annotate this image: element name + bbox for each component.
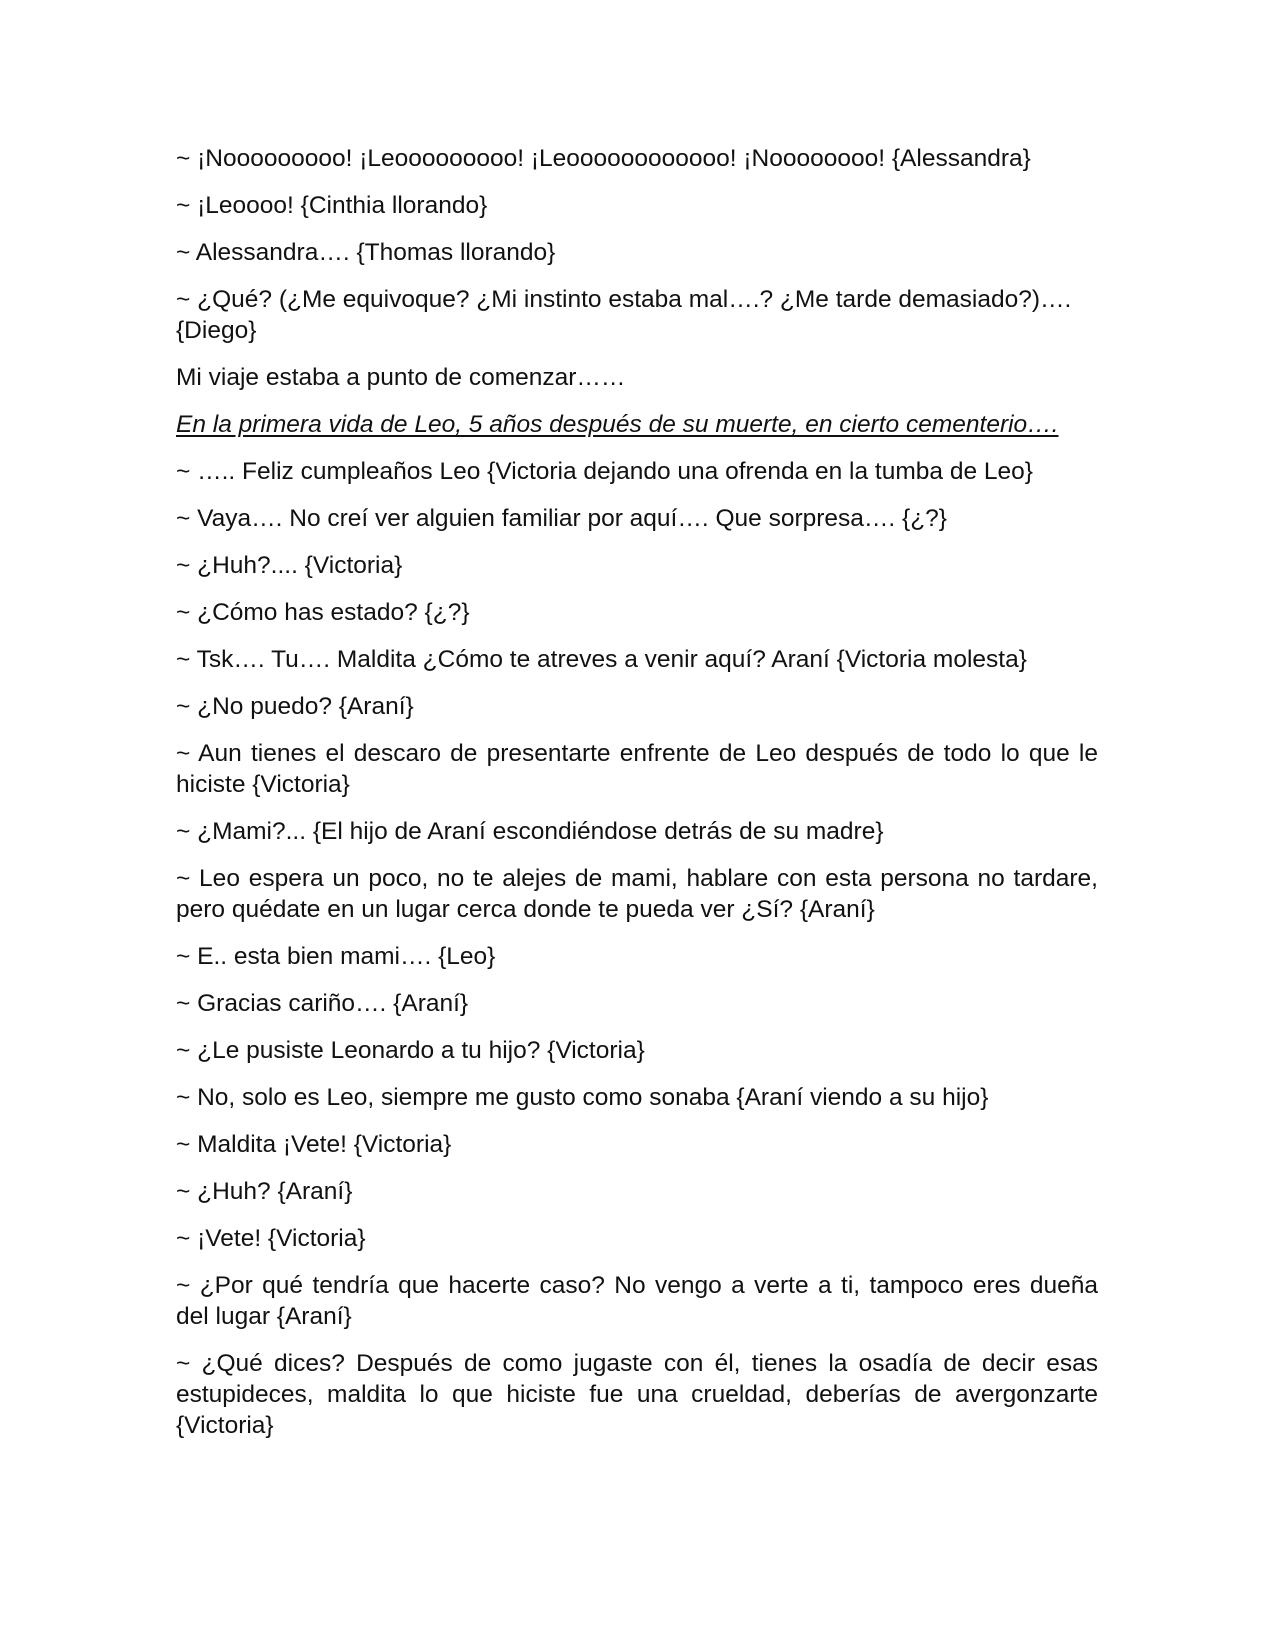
document-page <box>176 143 1098 1457</box>
paragraph-3: ~ Alessandra…. {Thomas llorando} <box>176 239 556 266</box>
paragraph-9: ~ ¿Huh?.... {Victoria} <box>176 552 403 579</box>
paragraph-13: ~ Aun tienes el descaro de presentarte enfrente de Leo después de todo lo que le hiciste {Victoria} <box>176 740 1098 798</box>
paragraph-17: ~ Gracias cariño…. {Araní} <box>176 990 469 1017</box>
paragraph-23: ~ ¿Por qué tendría que hacerte caso? No vengo a verte a ti, tampoco eres dueña del lugar {Araní} <box>176 1272 1098 1330</box>
paragraph-7: ~ ….. Feliz cumpleaños Leo {Victoria dejando una ofrenda en la tumba de Leo} <box>176 458 1033 485</box>
paragraph-10: ~ ¿Cómo has estado? {¿?} <box>176 599 470 626</box>
paragraph-5: Mi viaje estaba a punto de comenzar…… <box>176 364 626 391</box>
section-heading: En la primera vida de Leo, 5 años después de su muerte, en cierto cementerio…. <box>176 411 1059 438</box>
paragraph-8: ~ Vaya…. No creí ver alguien familiar por aquí…. Que sorpresa…. {¿?} <box>176 505 947 532</box>
paragraph-20: ~ Maldita ¡Vete! {Victoria} <box>176 1131 452 1158</box>
paragraph-11: ~ Tsk…. Tu…. Maldita ¿Cómo te atreves a venir aquí? Araní {Victoria molesta} <box>176 646 1027 673</box>
paragraph-14: ~ ¿Mami?... {El hijo de Araní escondiéndose detrás de su madre} <box>176 818 884 845</box>
paragraph-4: ~ ¿Qué? (¿Me equivoque? ¿Mi instinto estaba mal….? ¿Me tarde demasiado?)…. {Diego} <box>176 286 1072 344</box>
paragraph-1: ~ ¡Nooooooooo! ¡Leooooooooo! ¡Leoooooooooooo! ¡Noooooooo! {Alessandra} <box>176 145 1031 172</box>
paragraph-18: ~ ¿Le pusiste Leonardo a tu hijo? {Victoria} <box>176 1037 645 1064</box>
paragraph-15: ~ Leo espera un poco, no te alejes de mami, hablare con esta persona no tardare, pero quédate en un lugar cerca donde te pueda ver ¿Sí? {Araní} <box>176 865 1098 923</box>
paragraph-16: ~ E.. esta bien mami…. {Leo} <box>176 943 496 970</box>
paragraph-21: ~ ¿Huh? {Araní} <box>176 1178 353 1205</box>
paragraph-2: ~ ¡Leoooo! {Cinthia llorando} <box>176 192 488 219</box>
paragraph-19: ~ No, solo es Leo, siempre me gusto como sonaba {Araní viendo a su hijo} <box>176 1084 989 1111</box>
paragraph-12: ~ ¿No puedo? {Araní} <box>176 693 414 720</box>
paragraph-22: ~ ¡Vete! {Victoria} <box>176 1225 366 1252</box>
paragraph-24: ~ ¿Qué dices? Después de como jugaste con él, tienes la osadía de decir esas estupideces, maldita lo que hiciste fue una crueldad, deberías de avergonzarte {Victoria} <box>176 1350 1098 1439</box>
